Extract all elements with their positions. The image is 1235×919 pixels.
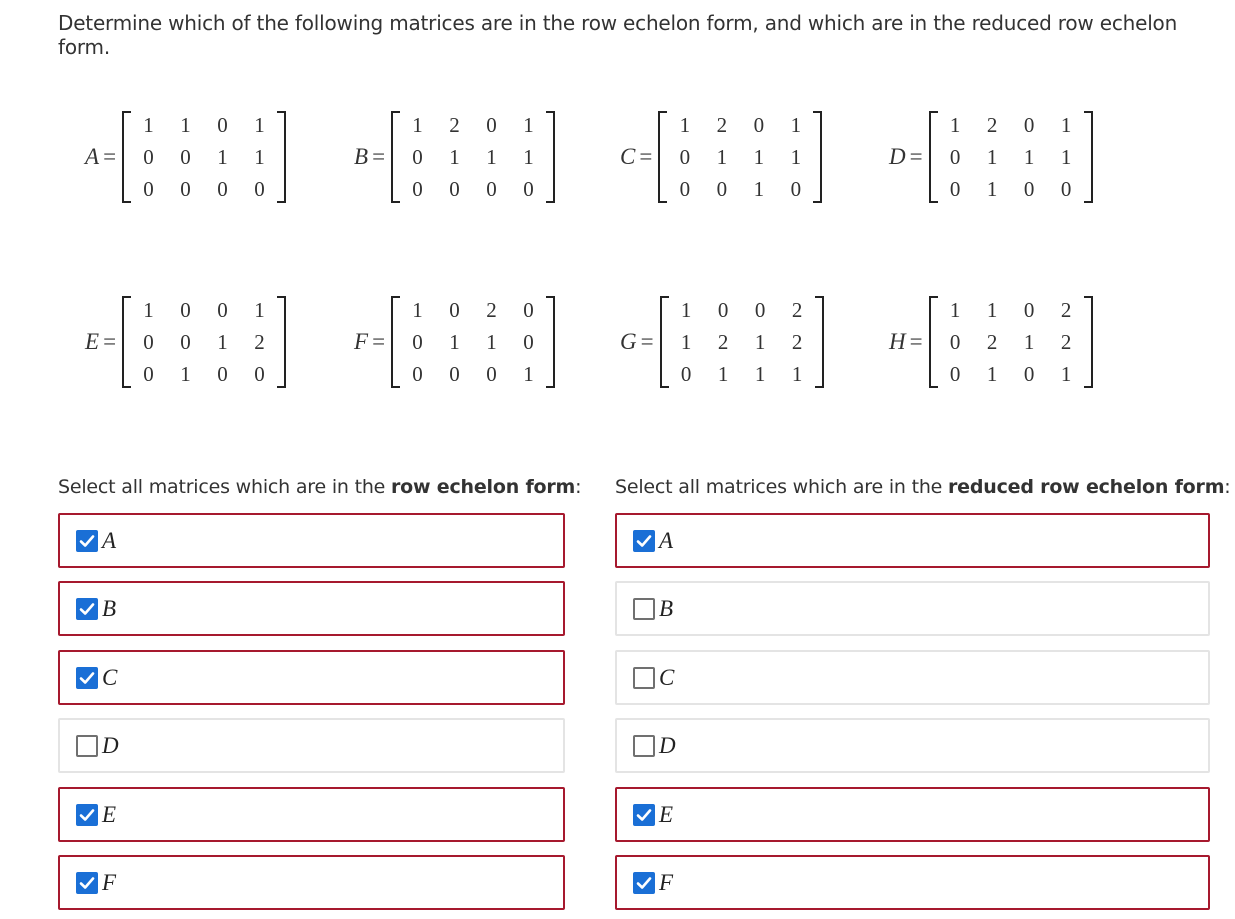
ref-option-a[interactable] — [58, 513, 565, 568]
option-label: B — [659, 595, 674, 621]
matrix-f — [354, 294, 555, 390]
matrix-grid — [929, 109, 1093, 205]
matrix-grid — [122, 294, 286, 390]
matrix-label: C — [620, 144, 636, 169]
matrix-cell: 0 — [754, 298, 766, 322]
checkbox[interactable] — [76, 804, 98, 826]
rref-option-a[interactable] — [615, 513, 1210, 568]
matrix-cell: 0 — [143, 177, 154, 201]
matrix-cell: 1 — [254, 113, 265, 137]
checkbox[interactable] — [633, 530, 655, 552]
matrix-cell: 0 — [143, 145, 154, 169]
check-icon — [635, 874, 653, 892]
matrix-cell: 1 — [1060, 362, 1072, 386]
matrix-cell: 1 — [1060, 145, 1072, 169]
matrix-cell: 0 — [180, 298, 191, 322]
matrix-cell: 2 — [486, 298, 497, 322]
matrix-cell: 0 — [412, 362, 423, 386]
matrix-cell: 0 — [679, 177, 691, 201]
matrix-cell: 0 — [949, 145, 961, 169]
matrix-cell: 2 — [449, 113, 460, 137]
matrix-cell: 0 — [180, 330, 191, 354]
matrix-label: E — [85, 329, 100, 354]
matrix-cell: 1 — [949, 298, 961, 322]
matrix-cell: 0 — [180, 177, 191, 201]
checkbox[interactable] — [633, 735, 655, 757]
matrix-cell: 1 — [791, 362, 803, 386]
matrix-cell: 0 — [449, 298, 460, 322]
matrix-cell: 0 — [1060, 177, 1072, 201]
matrix-cell: 0 — [949, 330, 961, 354]
check-icon — [78, 874, 96, 892]
matrix-cell: 1 — [486, 330, 497, 354]
matrix-cell: 1 — [523, 362, 534, 386]
matrix-cell: 0 — [254, 177, 265, 201]
matrix-cell: 0 — [217, 298, 228, 322]
matrix-d — [889, 109, 1093, 205]
equals-sign: = — [372, 329, 386, 354]
matrix-cell: 1 — [753, 177, 765, 201]
matrix-cell: 1 — [986, 145, 998, 169]
matrix-e — [85, 294, 286, 390]
matrix-label: D — [889, 144, 906, 169]
matrix-cell: 0 — [716, 177, 728, 201]
ref-option-d[interactable] — [58, 718, 565, 773]
matrix-cell: 0 — [1023, 113, 1035, 137]
check-icon — [78, 806, 96, 824]
matrix-cell: 0 — [949, 362, 961, 386]
matrix-cell: 0 — [717, 298, 729, 322]
question-text: Select all matrices which are in the — [58, 476, 391, 498]
ref-option-b[interactable] — [58, 581, 565, 636]
matrix-cell: 1 — [217, 145, 228, 169]
question-emphasis: row echelon form — [391, 476, 576, 498]
matrix-cell: 1 — [449, 145, 460, 169]
matrix-cell: 1 — [986, 362, 998, 386]
rref-option-b[interactable] — [615, 581, 1210, 636]
option-label: B — [102, 595, 117, 621]
checkbox[interactable] — [633, 872, 655, 894]
ref-option-f[interactable] — [58, 855, 565, 910]
checkbox[interactable] — [76, 735, 98, 757]
matrix-c — [620, 109, 822, 205]
matrix-cell: 1 — [254, 298, 265, 322]
equals-sign: = — [909, 329, 923, 354]
matrix-cell: 2 — [716, 113, 728, 137]
matrix-h — [889, 294, 1093, 390]
matrix-cell: 1 — [143, 298, 154, 322]
matrix-cell: 0 — [486, 113, 497, 137]
rref-option-c[interactable] — [615, 650, 1210, 705]
check-icon — [635, 806, 653, 824]
matrix-cell: 1 — [412, 113, 423, 137]
matrix-cell: 0 — [523, 298, 534, 322]
question-colon: : — [575, 476, 582, 498]
matrix-cell: 1 — [217, 330, 228, 354]
matrix-cell: 1 — [680, 330, 692, 354]
matrix-cell: 0 — [949, 177, 961, 201]
option-label: A — [659, 527, 674, 553]
option-label: F — [659, 869, 674, 895]
matrix-grid — [391, 109, 555, 205]
matrix-cell: 0 — [412, 145, 423, 169]
matrix-cell: 0 — [523, 330, 534, 354]
equals-sign: = — [639, 144, 653, 169]
checkbox[interactable] — [76, 872, 98, 894]
matrix-cell: 0 — [486, 177, 497, 201]
matrix-label: A — [85, 144, 100, 169]
matrix-cell: 1 — [679, 113, 691, 137]
checkbox[interactable] — [76, 598, 98, 620]
matrix-cell: 1 — [753, 145, 765, 169]
option-label: C — [659, 664, 675, 690]
matrix-cell: 1 — [986, 177, 998, 201]
matrix-cell: 0 — [217, 362, 228, 386]
matrix-cell: 0 — [753, 113, 765, 137]
option-label: E — [102, 801, 117, 827]
matrix-cell: 1 — [1023, 330, 1035, 354]
matrix-cell: 0 — [449, 177, 460, 201]
equals-sign: = — [372, 144, 386, 169]
matrix-cell: 1 — [986, 298, 998, 322]
checkbox[interactable] — [633, 667, 655, 689]
option-label: D — [102, 732, 119, 758]
matrix-cell: 0 — [1023, 177, 1035, 201]
matrix-cell: 0 — [790, 177, 802, 201]
rref-option-d[interactable] — [615, 718, 1210, 773]
matrix-cell: 0 — [180, 145, 191, 169]
rref-option-e[interactable] — [615, 787, 1210, 842]
matrix-label: F — [354, 329, 369, 354]
matrix-cell: 2 — [254, 330, 265, 354]
equals-sign: = — [909, 144, 923, 169]
matrix-cell: 1 — [143, 113, 154, 137]
matrix-cell: 2 — [791, 298, 803, 322]
equals-sign: = — [640, 329, 654, 354]
matrix-cell: 1 — [449, 330, 460, 354]
matrix-cell: 1 — [790, 145, 802, 169]
matrix-cell: 1 — [949, 113, 961, 137]
matrix-cell: 1 — [523, 145, 534, 169]
matrix-cell: 2 — [1060, 330, 1072, 354]
matrix-cell: 1 — [1023, 145, 1035, 169]
matrix-grid — [658, 109, 822, 205]
check-icon — [635, 532, 653, 550]
matrix-grid — [122, 109, 286, 205]
ref-option-e[interactable] — [58, 787, 565, 842]
matrix-cell: 2 — [986, 330, 998, 354]
matrix-cell: 0 — [523, 177, 534, 201]
question-emphasis: reduced row echelon form — [948, 476, 1225, 498]
matrix-cell: 0 — [143, 330, 154, 354]
matrix-cell: 2 — [986, 113, 998, 137]
matrix-cell: 0 — [217, 177, 228, 201]
question-text: Select all matrices which are in the — [615, 476, 948, 498]
matrix-cell: 1 — [254, 145, 265, 169]
checkbox[interactable] — [76, 667, 98, 689]
matrix-cell: 1 — [754, 362, 766, 386]
option-label: F — [102, 869, 117, 895]
matrix-grid — [929, 294, 1093, 390]
matrix-g — [620, 294, 824, 390]
matrix-cell: 1 — [412, 298, 423, 322]
matrix-cell: 1 — [716, 145, 728, 169]
matrix-cell: 2 — [717, 330, 729, 354]
checkbox[interactable] — [633, 598, 655, 620]
matrix-cell: 0 — [412, 177, 423, 201]
matrix-cell: 0 — [254, 362, 265, 386]
matrix-cell: 1 — [486, 145, 497, 169]
matrix-cell: 1 — [180, 113, 191, 137]
check-icon — [78, 532, 96, 550]
matrix-cell: 0 — [412, 330, 423, 354]
ref-option-c[interactable] — [58, 650, 565, 705]
matrix-cell: 1 — [680, 298, 692, 322]
check-icon — [78, 600, 96, 618]
check-icon — [78, 669, 96, 687]
checkbox[interactable] — [76, 530, 98, 552]
matrix-cell: 0 — [449, 362, 460, 386]
matrix-grid — [660, 294, 824, 390]
matrix-cell: 1 — [180, 362, 191, 386]
matrix-cell: 0 — [679, 145, 691, 169]
matrix-cell: 2 — [1060, 298, 1072, 322]
matrix-cell: 1 — [717, 362, 729, 386]
matrix-cell: 1 — [523, 113, 534, 137]
matrix-label: G — [620, 329, 637, 354]
question-colon: : — [1224, 476, 1231, 498]
rref-option-f[interactable] — [615, 855, 1210, 910]
reduced-row-echelon-question — [615, 476, 1231, 498]
row-echelon-question — [58, 476, 581, 498]
matrix-b — [354, 109, 555, 205]
checkbox[interactable] — [633, 804, 655, 826]
equals-sign: = — [103, 329, 117, 354]
matrix-grid — [391, 294, 555, 390]
matrix-label: H — [889, 329, 906, 354]
matrix-cell: 0 — [217, 113, 228, 137]
option-label: D — [659, 732, 676, 758]
option-label: C — [102, 664, 118, 690]
matrix-cell: 0 — [1023, 362, 1035, 386]
question-prompt: Determine which of the following matrices are in the row echelon form, and which are in the reduced row echelon form. — [58, 11, 1178, 59]
matrix-cell: 0 — [143, 362, 154, 386]
equals-sign: = — [103, 144, 117, 169]
matrix-cell: 1 — [754, 330, 766, 354]
matrix-cell: 0 — [486, 362, 497, 386]
matrix-label: B — [354, 144, 369, 169]
option-label: A — [102, 527, 117, 553]
matrix-cell: 1 — [790, 113, 802, 137]
matrix-cell: 0 — [1023, 298, 1035, 322]
matrix-cell: 1 — [1060, 113, 1072, 137]
matrix-a — [85, 109, 286, 205]
matrix-cell: 2 — [791, 330, 803, 354]
matrix-cell: 0 — [680, 362, 692, 386]
option-label: E — [659, 801, 674, 827]
